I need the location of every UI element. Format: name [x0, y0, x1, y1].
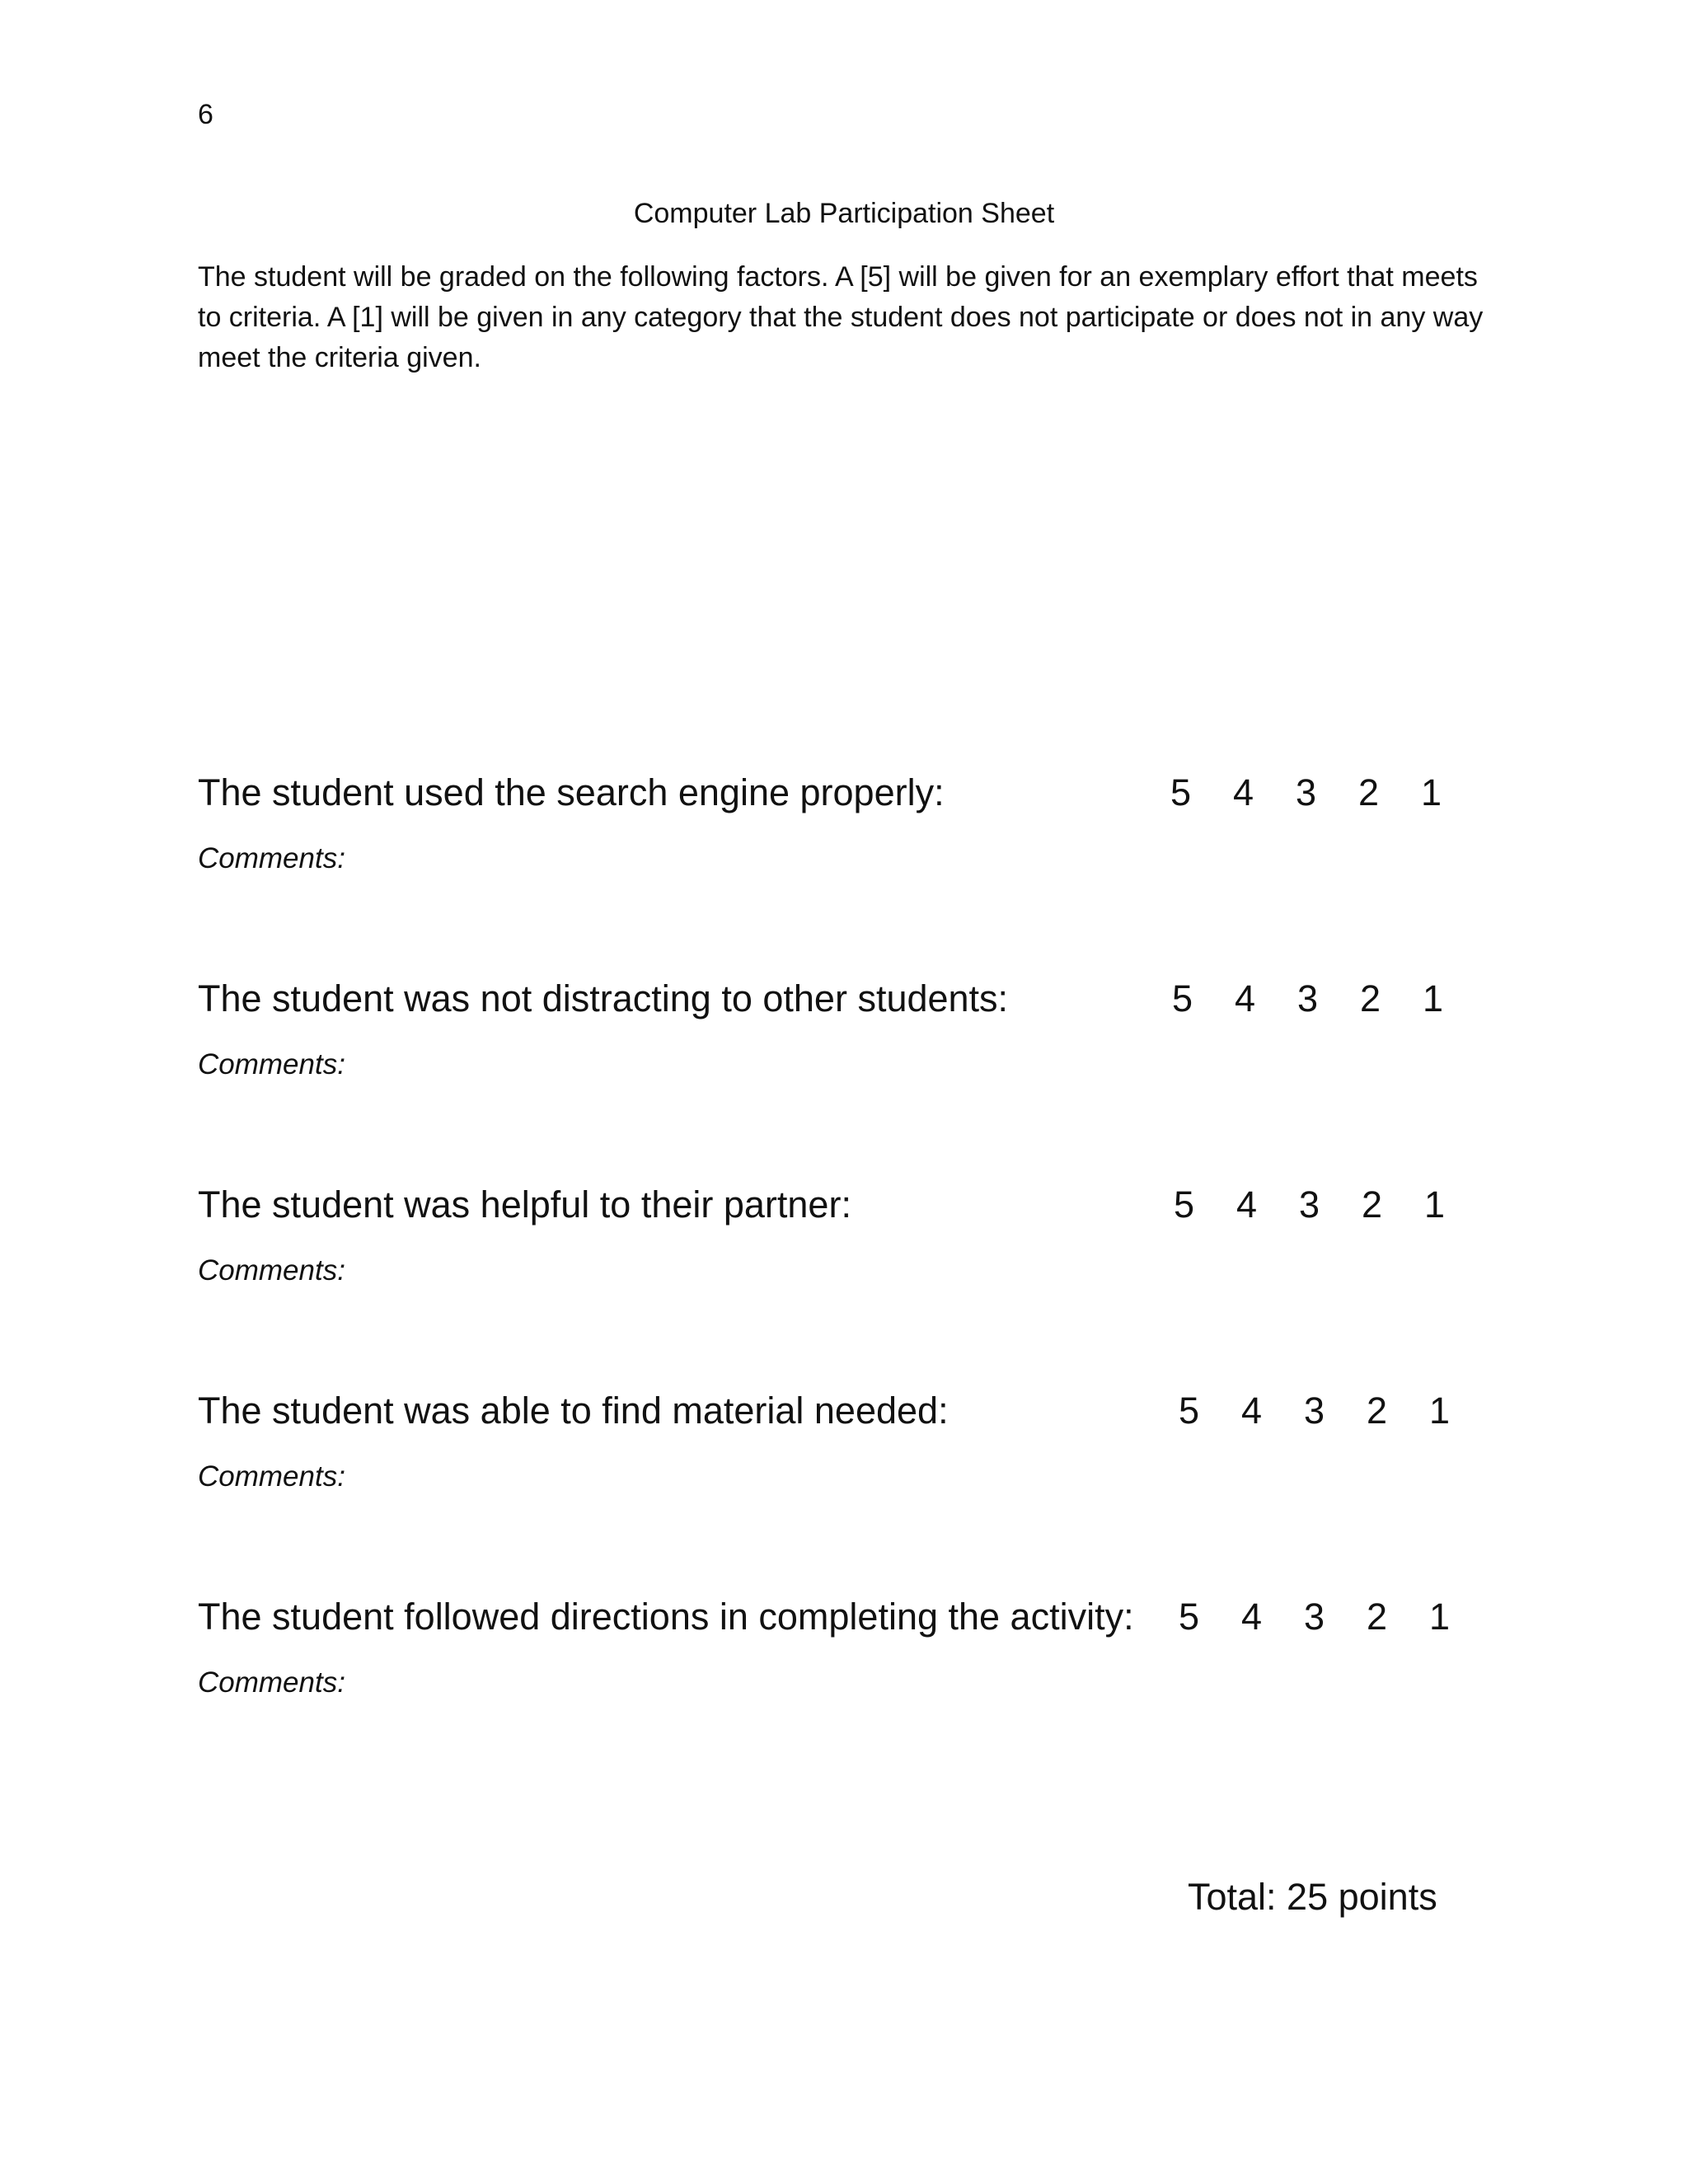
rating-scale: [1179, 1596, 1492, 1638]
criterion-label: The student followed directions in completing the activity:: [198, 1596, 1134, 1638]
rating-option[interactable]: 1: [1424, 1183, 1446, 1226]
rating-option[interactable]: 2: [1360, 977, 1381, 1019]
rating-option[interactable]: 5: [1174, 1183, 1195, 1226]
rating-option[interactable]: 3: [1296, 771, 1317, 813]
rating-option[interactable]: 3: [1304, 1596, 1325, 1638]
rating-option[interactable]: 2: [1358, 771, 1380, 813]
rating-option[interactable]: 2: [1362, 1183, 1383, 1226]
total-points: Total: 25 points: [1188, 1876, 1437, 1918]
rating-option[interactable]: 3: [1299, 1183, 1320, 1226]
rating-option[interactable]: 2: [1367, 1596, 1388, 1638]
criterion-label: The student was able to find material needed:: [198, 1390, 949, 1432]
criterion-label: The student was helpful to their partner:: [198, 1183, 851, 1226]
criterion-label: The student was not distracting to other students:: [198, 977, 1009, 1019]
rating-option[interactable]: 2: [1367, 1390, 1388, 1432]
rating-option[interactable]: 4: [1235, 977, 1256, 1019]
rating-option[interactable]: 1: [1429, 1390, 1451, 1432]
rating-option[interactable]: 5: [1170, 771, 1192, 813]
rating-option[interactable]: 1: [1429, 1596, 1451, 1638]
rating-option[interactable]: 4: [1241, 1596, 1263, 1638]
comments-label: Comments:: [198, 1048, 345, 1080]
rating-scale: [1179, 1390, 1492, 1432]
rating-option[interactable]: 1: [1423, 977, 1444, 1019]
rating-option[interactable]: 3: [1297, 977, 1319, 1019]
rating-option[interactable]: 4: [1241, 1390, 1263, 1432]
comments-label: Comments:: [198, 842, 345, 874]
page-title: Computer Lab Participation Sheet: [633, 198, 1055, 229]
rating-scale: [1170, 771, 1484, 814]
rating-scale: [1172, 977, 1485, 1020]
rating-option[interactable]: 5: [1172, 977, 1193, 1019]
comments-label: Comments:: [198, 1666, 345, 1699]
rating-option[interactable]: 5: [1179, 1596, 1200, 1638]
rating-option[interactable]: 5: [1179, 1390, 1200, 1432]
comments-label: Comments:: [198, 1254, 345, 1286]
criterion-label: The student used the search engine properly:: [198, 771, 945, 813]
rating-option[interactable]: 1: [1421, 771, 1442, 813]
page-number: 6: [198, 99, 213, 130]
comments-label: Comments:: [198, 1460, 345, 1493]
rating-scale: [1174, 1183, 1487, 1226]
intro-paragraph: The student will be graded on the following factors. A [5] will be given for an exemplary effort that meets to criteria. A [1] will be given in any category that the student does not participate or does not in any way meet the criteria given.: [198, 261, 1484, 373]
rating-option[interactable]: 4: [1233, 771, 1254, 813]
rating-option[interactable]: 3: [1304, 1390, 1325, 1432]
rating-option[interactable]: 4: [1236, 1183, 1258, 1226]
